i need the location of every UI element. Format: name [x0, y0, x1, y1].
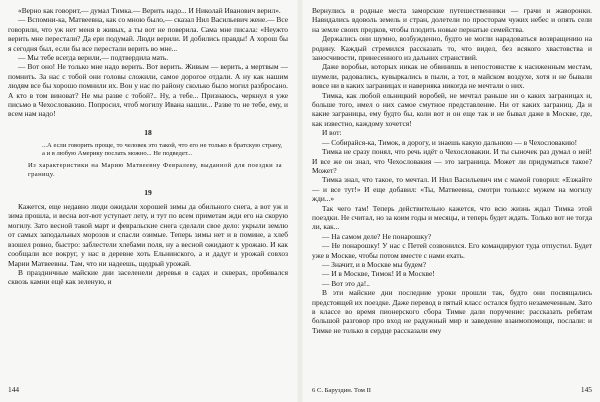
- paragraph: — Мы тебе всегда верили,— подтвердила мать.: [18, 53, 169, 63]
- paragraph: Кажется, еще недавно люди ожидали хорошей зимы да обильного снега, а вот уж и зима прошла, и весна вот-вот уступает лету, и тут по всем приметам жди его на скорую могилу. Зато весной такой март и февральские снега сделали свое дело: укрыли землю от самых заподальных морозов и спасли озимые. Теперь зимы нет и в помине, а хлеб взошел ровно, быстро: заблестели хлебами поля, ну а весной ожидают к урожаю. И как сообщали все вокруг, у нас в деревне хоть Ельнинского, а и дадут и урожай совхоз Марии Матвеевны. Там, что ни надеешь, щедрый урожай.: [8, 202, 288, 268]
- paragraph: И вот:: [322, 128, 342, 138]
- left-top-text: [8, 6, 288, 119]
- paragraph: — Значит, и в Москве мы будем?: [322, 259, 426, 269]
- left-page: [8, 6, 288, 396]
- epigraph-source: Из характеристики на Марию Матвеевну Февралеву, выданной для поездки за границу.: [28, 162, 282, 178]
- chapter-number-19: 19: [144, 188, 152, 198]
- paragraph: Так чего там! Теперь действительно кажется, что всю жизнь ждал Тимка этой поездки. Не считал, но за коим годы и месяцы, и теперь будет ждать. Только вот не тогда ли, как...: [312, 203, 592, 232]
- epigraph: ...А если говорить проще, то человек это такой, что его не только в братскую страну, а и в любую Америку послать можно... Не подведет...: [42, 141, 282, 158]
- page-number-right: 145: [580, 385, 592, 394]
- printer-signature: 6 С. Баруздин. Том II: [312, 387, 371, 394]
- paragraph: — Вспомни-ка, Матвеевна, как со мною было,— сказал Нил Васильевич жене.— Все говорили, что уж нет меня в живых, а ты вот не поверила. Сама мне писала: «Неужто верить мне перестали? Да ери подумай. Люди верили. И добились правды! А хорош бы я сегодня был, если бы все перестали верить во мне...: [8, 15, 288, 53]
- paragraph: — Собирайся-ка, Тимок, в дорогу, и знаешь какую дальнюю — в Чехословакию!: [322, 137, 578, 147]
- paragraph: — Вот это да!..: [322, 278, 370, 288]
- book-gutter: [297, 0, 303, 402]
- paragraph: Тимка, как любой ельницкий воробей, не мечтал раньше ни о каких заграницах и, больше того, имел о них самое смутное представление. Ни от каких заграниц. Да и какие заграницы, ему будто бы, коли вот и он еще так и не бывал даже в Москве, где, как известно, каждому хочется!: [312, 90, 592, 128]
- right-page: [312, 6, 592, 396]
- paragraph: Вернулись в родные места заморские путешественники — грачи и жаворонки. Навидались вдоволь земель и стран, долетели по просторам чужих небес и опять сели на земле своих предков, чтобы плодить новые пернатые семейства.: [312, 6, 592, 34]
- chapter-number-18: 18: [144, 127, 152, 137]
- paragraph: Держались они шумно, возбужденно, будто не могли нарадоваться возвращению на родину. Каждый стремился рассказать то, что видел, без всякого хвастовства и заносчивости, принесенного из дальних странствий.: [312, 34, 592, 63]
- paragraph: — И в Москве, Тимок! И в Москве!: [322, 269, 435, 279]
- paragraph: Даже воробьи, которых никак не обвинишь в непостоянстве к насиженным местам, шумели, радовались, кувыркались в пыли, а тот, в майском воздухе, хотя и не бывали вовсе ни в каких заграницах и наверняка никогда не мечтали о них.: [312, 62, 592, 91]
- paragraph: Тимка знал, что такое, то мечтал. И Нил Васильевич им с мамой говорил: «Езжайте — и все тут!» И еще добавил: «Ты, Матвеевна, смотри только:с мужем на могилу жди...»: [312, 175, 592, 204]
- paragraph: Тимка не сразу понял, что речь идёт о Чехословакии. И ты сыночек раз думал о ней! И все же он знал, что Чехословакия — это заграница. Может ли придуматься такое? Может?: [312, 147, 592, 175]
- paragraph: В эти майские дни последние уроки прошли так, будто они посвящались предстоящей их поездке. Даже перевод в пятый класс остался будто незамеченным. Зато в классе во время пионерского сбора Тимке дали поручение: рассказать ребятам большой разговор про вход не радужный мир и заведение взаимопомощи, послали: и Тимке не только в сердце рассказали ему: [312, 288, 592, 335]
- paragraph: — Вот оно! Не только мне надо верить. Вот верить. Живым — верить, а мертвым — помнить. За нас с тобой они головы сложили, самое дорогое отдали. А ну как нашим людям все бы хорошо помнили их. Вон у нас по району сколько было могил разбросано. А кто в том виноват? Не мы разве с тобой?.. Ну, а тебе... Признаюсь, черкнул я уже письмо в Чехословакию. Попросил, чтоб могилу Ивана нашли... Разве то не тебе, ему, и всем нам надо!: [8, 62, 288, 119]
- paragraph: В праздничные майские дни заселенели деревья в садах и скверах, пробивался сквозь камни ещё как зеленую, и: [8, 267, 288, 287]
- paragraph: — На самом деле? Не понарошку?: [322, 231, 432, 241]
- paragraph: — Не понарошку! У нас с Петей созвонился. Его командируют туда отпустил. Будет уже в Москве, чтобы потом вместе с нами ехать.: [312, 241, 592, 260]
- paragraph: «Верно как говорит,— думал Тимка.— Верить надо... И Николай Иванович верил».: [18, 6, 281, 15]
- page-number-left: 144: [8, 385, 20, 394]
